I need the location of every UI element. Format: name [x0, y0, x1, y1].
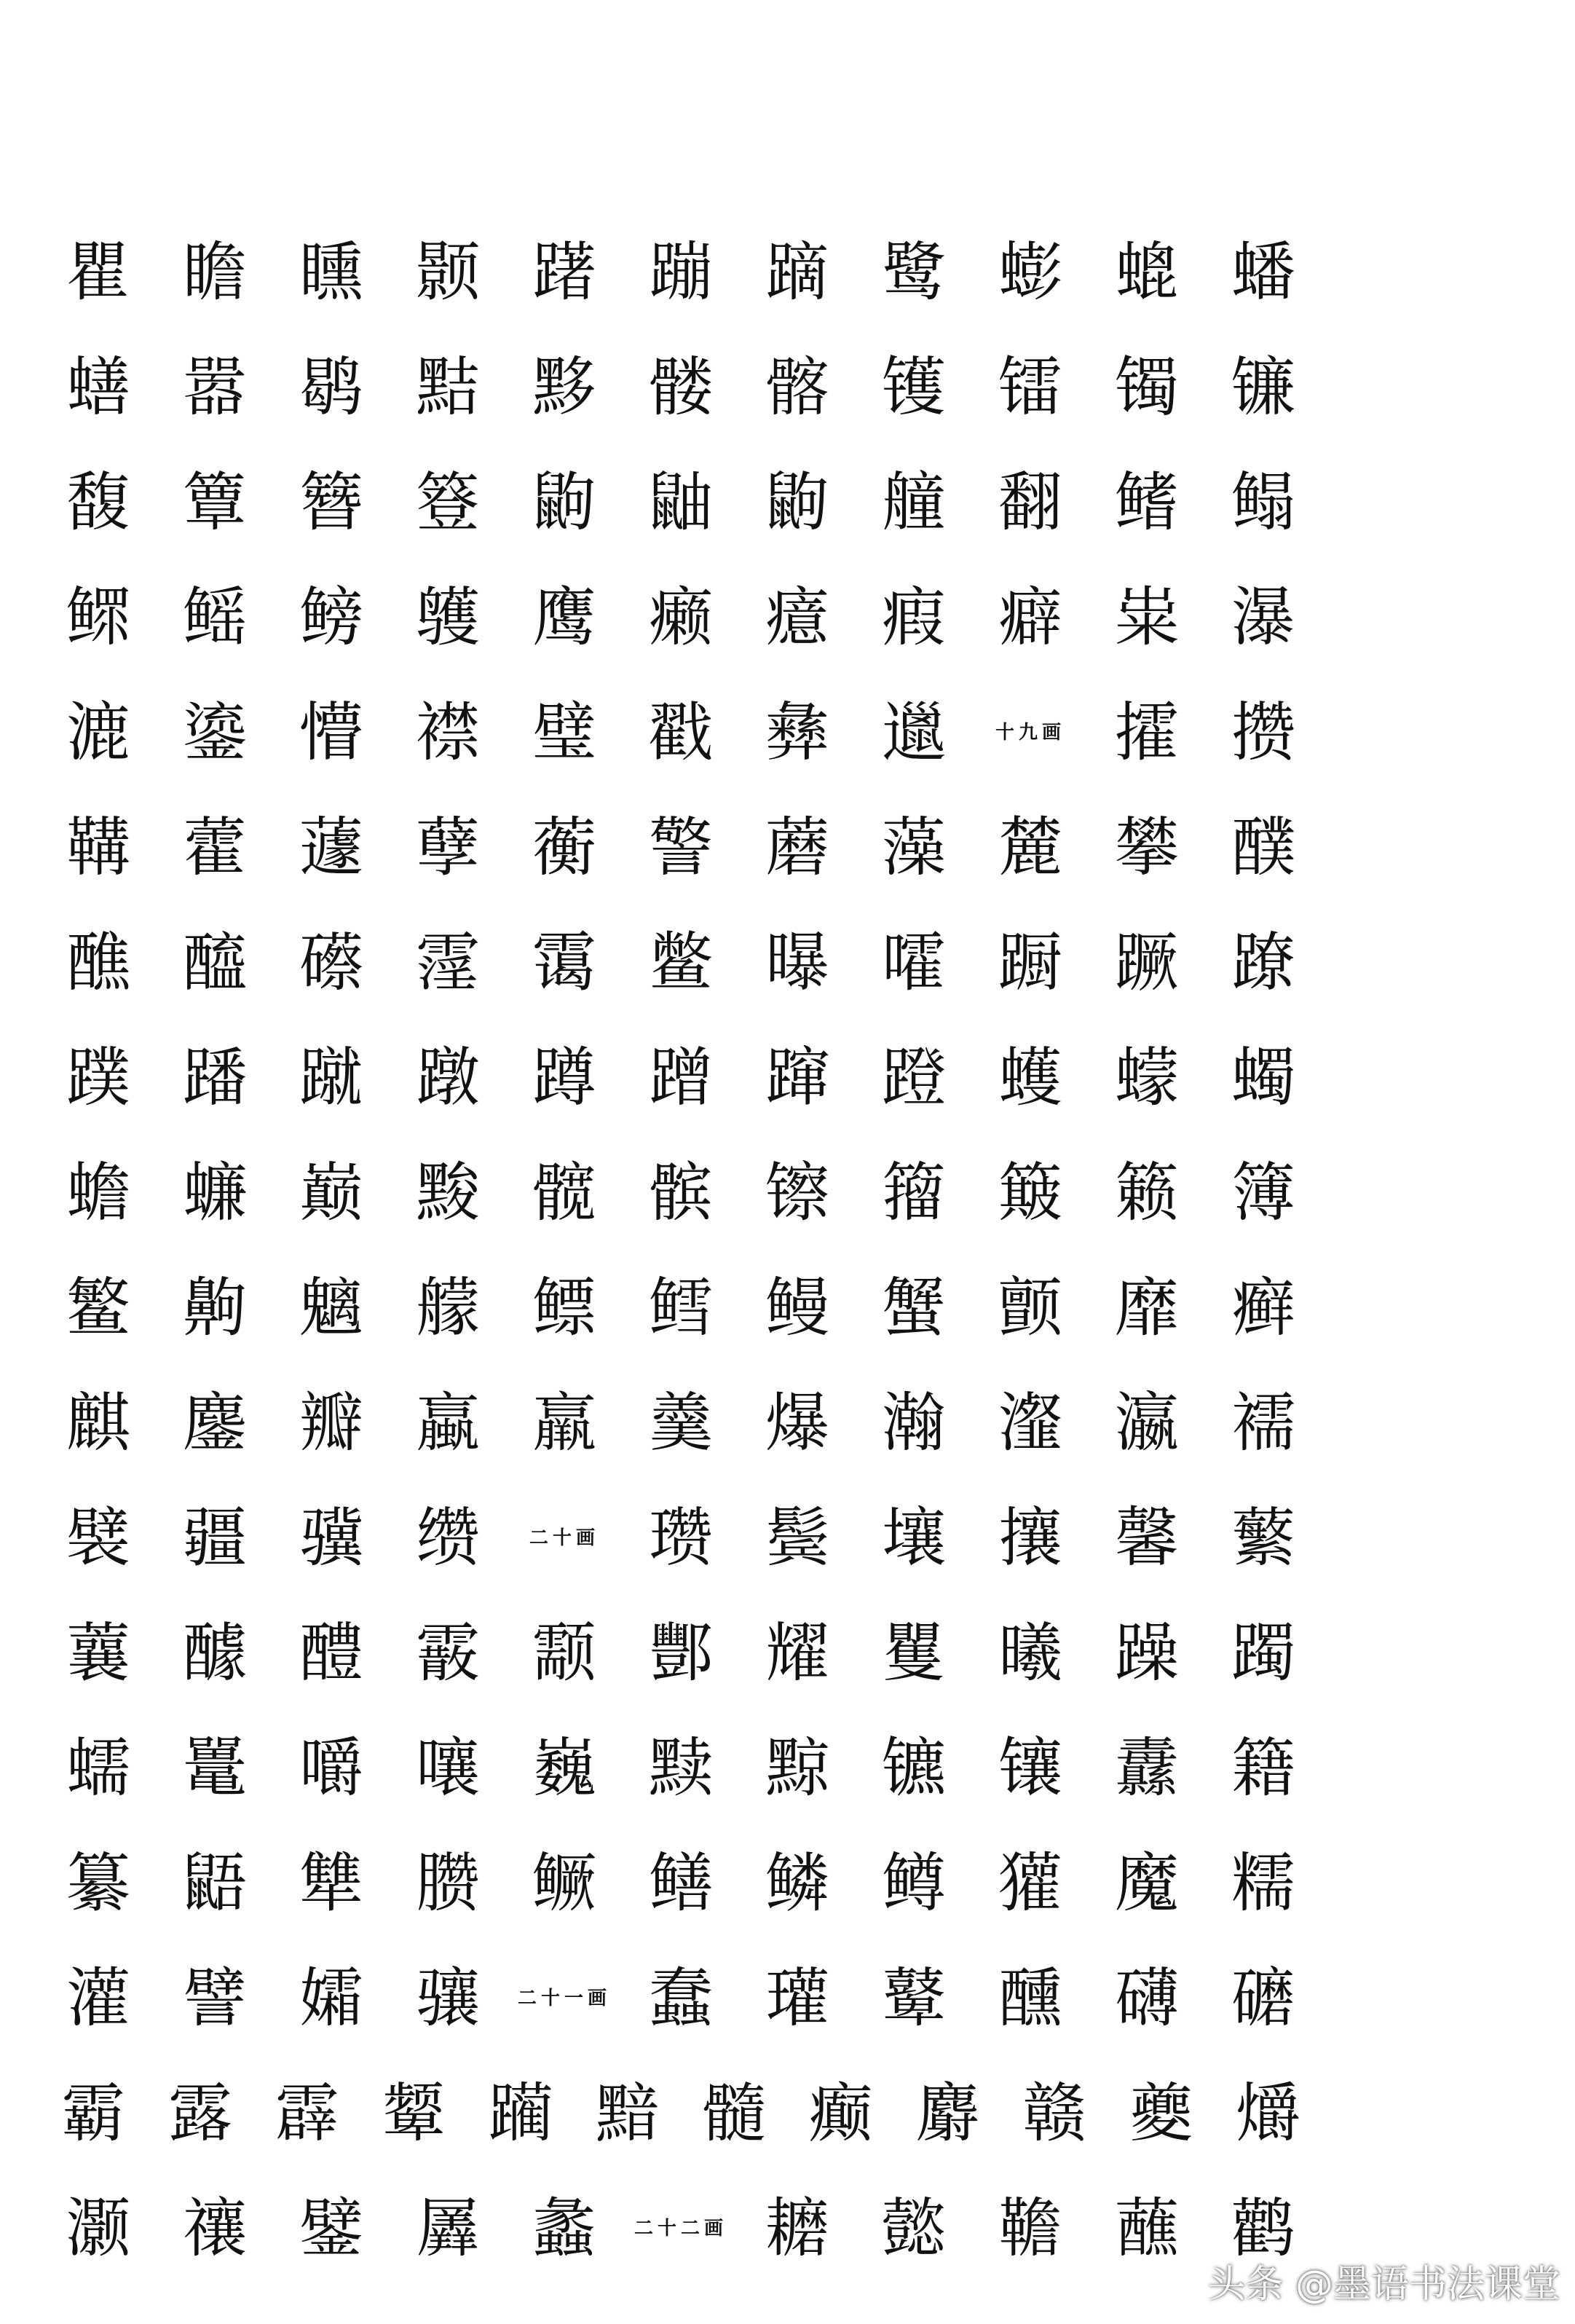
character-cell: 蹴 — [299, 1040, 363, 1115]
character-cell: 鳑 — [299, 580, 363, 655]
character-cell: 邋 — [881, 695, 946, 770]
character-cell: 瓒 — [648, 1500, 713, 1575]
character-cell: 醴 — [299, 1615, 363, 1690]
character-cell: 髂 — [765, 350, 829, 425]
character-cell: 羹 — [648, 1385, 713, 1460]
character-cell: 嚼 — [299, 1730, 363, 1805]
character-cell: 鳖 — [648, 925, 713, 1000]
character-cell: 鹳 — [1231, 2191, 1295, 2266]
character-row — [40, 1826, 1322, 1941]
character-cell: 耀 — [765, 1615, 829, 1690]
character-cell: 躏 — [488, 2076, 553, 2151]
character-cell: 镳 — [881, 1730, 946, 1805]
character-cell: 嚣 — [182, 350, 247, 425]
character-cell: 灌 — [66, 1961, 130, 2036]
character-row — [40, 790, 1322, 905]
character-cell: 警 — [648, 810, 713, 885]
character-cell: 蘘 — [66, 1615, 130, 1690]
character-row — [40, 445, 1322, 560]
character-cell: 癫 — [808, 2076, 873, 2151]
character-cell: 曦 — [998, 1615, 1062, 1690]
character-cell: 蹦 — [648, 235, 713, 310]
character-cell: 癖 — [998, 580, 1062, 655]
character-cell: 鼬 — [648, 465, 713, 540]
character-cell: 羼 — [415, 2191, 480, 2266]
character-cell: 獾 — [998, 1846, 1062, 1921]
character-cell: 簟 — [182, 465, 247, 540]
character-cell: 爝 — [1236, 2076, 1300, 2151]
character-cell: 鳝 — [648, 1846, 713, 1921]
character-cell: 瀣 — [998, 1385, 1062, 1460]
character-row — [40, 905, 1322, 1020]
character-cell: 漉 — [66, 695, 130, 770]
character-cell: 簿 — [1231, 1155, 1295, 1230]
character-cell: 襞 — [66, 1500, 130, 1575]
character-cell: 蠋 — [1231, 1040, 1295, 1115]
character-cell: 鼩 — [532, 465, 596, 540]
character-cell: 瞻 — [182, 235, 247, 310]
character-cell: 曝 — [765, 925, 829, 1000]
character-cell: 蹼 — [66, 1040, 130, 1115]
character-cell: 鳘 — [66, 1270, 130, 1345]
character-row — [40, 215, 1322, 330]
character-cell: 镬 — [881, 350, 946, 425]
stroke-count-heading: 二十一画 — [517, 1988, 611, 2009]
character-cell: 韂 — [998, 2191, 1062, 2266]
character-cell: 瓣 — [299, 1385, 363, 1460]
character-row — [40, 1020, 1322, 1135]
character-cell: 蹽 — [1231, 925, 1295, 1000]
character-row — [40, 2056, 1322, 2171]
character-cell: 礤 — [299, 925, 363, 1000]
character-cell: 蹲 — [532, 1040, 596, 1115]
character-cell: 襦 — [1231, 1385, 1295, 1460]
watermark: 头条 @墨语书法课堂 — [1207, 2263, 1560, 2307]
character-cell: 蠢 — [648, 1961, 713, 2036]
character-cell: 髅 — [648, 350, 713, 425]
character-cell: 醭 — [1231, 810, 1295, 885]
character-row — [40, 675, 1322, 790]
character-row — [40, 330, 1322, 445]
character-cell: 攒 — [1231, 695, 1295, 770]
character-cell: 蠡 — [532, 2191, 596, 2266]
character-cell: 癔 — [765, 580, 829, 655]
character-cell: 籀 — [881, 1155, 946, 1230]
character-cell: 鎏 — [182, 695, 247, 770]
stroke-count-heading: 二十二画 — [633, 2218, 727, 2240]
character-cell: 藻 — [881, 810, 946, 885]
character-row — [40, 2171, 1322, 2286]
character-cell: 骥 — [299, 1500, 363, 1575]
character-cell: 躇 — [532, 235, 596, 310]
character-cell: 疆 — [182, 1500, 247, 1575]
character-cell: 醯 — [182, 925, 247, 1000]
character-cell: 麝 — [915, 2076, 980, 2151]
character-cell: 露 — [167, 2076, 232, 2151]
character-cell: 镯 — [1114, 350, 1179, 425]
character-cell: 鳟 — [881, 1846, 946, 1921]
character-cell: 鳐 — [182, 580, 247, 655]
character-cell: 髌 — [648, 1155, 713, 1230]
character-cell: 蘧 — [299, 810, 363, 885]
character-row — [40, 1250, 1322, 1366]
character-cell: 鞲 — [66, 810, 130, 885]
character-cell: 鳕 — [648, 1270, 713, 1345]
character-cell: 艨 — [415, 1270, 480, 1345]
character-cell: 颦 — [382, 2076, 446, 2151]
character-cell: 鼍 — [182, 1730, 247, 1805]
character-cell: 蟹 — [881, 1270, 946, 1345]
character-cell: 瀑 — [1231, 580, 1295, 655]
character-cell: 彝 — [765, 695, 829, 770]
character-row — [40, 1135, 1322, 1250]
character-cell: 矍 — [881, 1615, 946, 1690]
character-cell: 嚯 — [881, 925, 946, 1000]
character-cell: 蹭 — [648, 1040, 713, 1115]
character-cell: 孽 — [415, 810, 480, 885]
character-cell: 蠃 — [415, 1385, 480, 1460]
character-cell: 黟 — [532, 350, 596, 425]
character-cell: 黩 — [648, 1730, 713, 1805]
character-cell: 蹯 — [182, 1040, 247, 1115]
character-cell: 攘 — [998, 1500, 1062, 1575]
character-cell: 黢 — [415, 1155, 480, 1230]
character-cell: 鳔 — [532, 1270, 596, 1345]
character-cell: 糯 — [1231, 1846, 1295, 1921]
character-cell: 蹾 — [415, 1040, 480, 1115]
character-cell: 镶 — [998, 1730, 1062, 1805]
character-row — [40, 1711, 1322, 1826]
character-row — [40, 1366, 1322, 1481]
character-cell: 璧 — [532, 695, 596, 770]
character-cell: 矄 — [299, 235, 363, 310]
character-cell: 霭 — [532, 925, 596, 1000]
character-cell: 巅 — [299, 1155, 363, 1230]
character-cell: 镲 — [765, 1155, 829, 1230]
character-cell: 灏 — [66, 2191, 130, 2266]
character-cell: 镭 — [998, 350, 1062, 425]
character-cell: 醵 — [182, 1615, 247, 1690]
character-cell: 懿 — [881, 2191, 946, 2266]
character-cell: 黥 — [765, 1730, 829, 1805]
character-cell: 蹢 — [765, 235, 829, 310]
character-cell: 蟠 — [1231, 235, 1295, 310]
character-grid — [40, 215, 1322, 2286]
character-row — [40, 1596, 1322, 1711]
character-cell: 鳍 — [1114, 465, 1179, 540]
character-cell: 蘑 — [765, 810, 829, 885]
character-cell: 蹰 — [998, 925, 1062, 1000]
character-cell: 髓 — [702, 2076, 767, 2151]
character-cell: 礳 — [1231, 1961, 1295, 2036]
character-cell: 艟 — [881, 465, 946, 540]
character-cell: 鬓 — [765, 1500, 829, 1575]
character-cell: 蘸 — [1114, 2191, 1179, 2266]
character-cell: 颢 — [415, 235, 480, 310]
character-cell: 襟 — [415, 695, 480, 770]
character-cell: 鳞 — [765, 1846, 829, 1921]
character-cell: 蘅 — [532, 810, 596, 885]
character-row — [40, 1481, 1322, 1596]
character-cell: 醺 — [998, 1961, 1062, 2036]
character-cell: 鼙 — [881, 1961, 946, 2036]
character-cell: 鹭 — [881, 235, 946, 310]
character-cell: 蟛 — [998, 235, 1062, 310]
character-cell: 孀 — [299, 1961, 363, 2036]
character-cell: 鳗 — [765, 1270, 829, 1345]
character-cell: 羸 — [532, 1385, 596, 1460]
character-cell: 簸 — [998, 1155, 1062, 1230]
character-cell: 蠕 — [66, 1730, 130, 1805]
character-cell: 麒 — [66, 1385, 130, 1460]
character-cell: 镰 — [1231, 350, 1295, 425]
character-cell: 癣 — [1231, 1270, 1295, 1345]
character-cell: 馥 — [66, 465, 130, 540]
character-cell: 醮 — [66, 925, 130, 1000]
character-cell: 黯 — [595, 2076, 660, 2151]
character-cell: 翻 — [998, 465, 1062, 540]
character-cell: 懵 — [299, 695, 363, 770]
character-cell: 躁 — [1114, 1615, 1179, 1690]
character-cell: 粜 — [1114, 580, 1179, 655]
character-cell: 壤 — [881, 1500, 946, 1575]
stroke-count-heading: 二十画 — [529, 1527, 599, 1549]
character-cell: 巍 — [532, 1730, 596, 1805]
character-cell: 蠊 — [182, 1155, 247, 1230]
character-cell: 爆 — [765, 1385, 829, 1460]
character-cell: 霪 — [415, 925, 480, 1000]
character-cell: 犨 — [299, 1846, 363, 1921]
character-cell: 譬 — [182, 1961, 247, 2036]
character-cell: 霰 — [415, 1615, 480, 1690]
character-cell: 躅 — [1231, 1615, 1295, 1690]
character-cell: 纛 — [1114, 1730, 1179, 1805]
character-cell: 颥 — [532, 1615, 596, 1690]
character-cell: 纂 — [66, 1846, 130, 1921]
character-cell: 麓 — [998, 810, 1062, 885]
character-cell: 夔 — [1129, 2076, 1193, 2151]
character-cell: 鐾 — [299, 2191, 363, 2266]
character-cell: 鼯 — [182, 1846, 247, 1921]
character-cell: 酆 — [648, 1615, 713, 1690]
character-cell: 蘩 — [1231, 1500, 1295, 1575]
character-cell: 魔 — [1114, 1846, 1179, 1921]
character-row — [40, 1941, 1322, 2056]
character-cell: 攀 — [1114, 810, 1179, 885]
character-cell: 螕 — [1114, 235, 1179, 310]
character-cell: 蹿 — [765, 1040, 829, 1115]
character-cell: 禳 — [182, 2191, 247, 2266]
character-cell: 礴 — [1114, 1961, 1179, 2036]
character-cell: 鼩 — [765, 465, 829, 540]
character-cell: 鳏 — [66, 580, 130, 655]
character-cell: 瀚 — [881, 1385, 946, 1460]
character-cell: 髋 — [532, 1155, 596, 1230]
character-cell: 骧 — [415, 1961, 480, 2036]
character-cell: 颤 — [998, 1270, 1062, 1345]
character-cell: 藿 — [182, 810, 247, 885]
character-cell: 瀛 — [1114, 1385, 1179, 1460]
character-cell: 蟾 — [66, 1155, 130, 1230]
character-cell: 齁 — [182, 1270, 247, 1345]
character-cell: 嚷 — [415, 1730, 480, 1805]
character-cell: 癞 — [648, 580, 713, 655]
character-cell: 鳎 — [1231, 465, 1295, 540]
stroke-count-heading: 十九画 — [995, 722, 1065, 744]
character-cell: 缵 — [415, 1500, 480, 1575]
character-cell: 瞿 — [66, 235, 130, 310]
character-cell: 鏖 — [182, 1385, 247, 1460]
character-cell: 攉 — [1114, 695, 1179, 770]
character-cell: 赣 — [1022, 2076, 1087, 2151]
character-cell: 鹱 — [415, 580, 480, 655]
character-cell: 蹶 — [1114, 925, 1179, 1000]
character-cell: 蟮 — [66, 350, 130, 425]
character-cell: 瘕 — [881, 580, 946, 655]
character-cell: 蠓 — [1114, 1040, 1179, 1115]
character-cell: 臜 — [415, 1846, 480, 1921]
character-cell: 瓘 — [765, 1961, 829, 2036]
character-cell: 籁 — [1114, 1155, 1179, 1230]
character-cell: 馨 — [1114, 1500, 1179, 1575]
character-cell: 簪 — [299, 465, 363, 540]
character-cell: 蠖 — [998, 1040, 1062, 1115]
character-cell: 黠 — [415, 350, 480, 425]
character-cell: 鳜 — [532, 1846, 596, 1921]
character-cell: 簦 — [415, 465, 480, 540]
character-cell: 鹖 — [299, 350, 363, 425]
character-cell: 籍 — [1231, 1730, 1295, 1805]
character-cell: 霹 — [275, 2076, 339, 2151]
character-cell: 耱 — [765, 2191, 829, 2266]
character-cell: 蹬 — [881, 1040, 946, 1115]
character-cell: 靡 — [1114, 1270, 1179, 1345]
character-cell: 戳 — [648, 695, 713, 770]
character-cell: 鹰 — [532, 580, 596, 655]
character-cell: 霸 — [61, 2076, 126, 2151]
character-row — [40, 560, 1322, 675]
character-cell: 魑 — [299, 1270, 363, 1345]
